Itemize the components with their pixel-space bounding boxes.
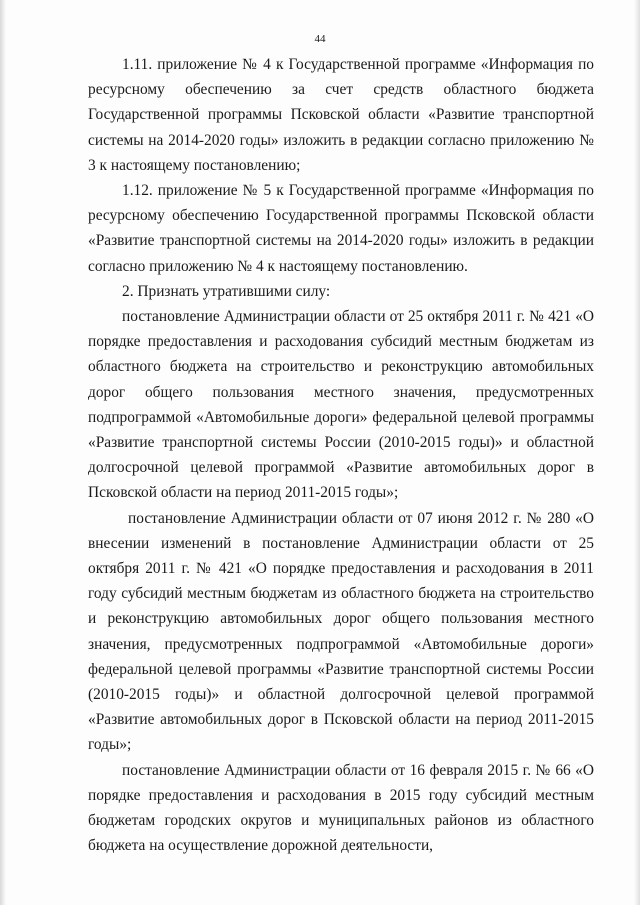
- paragraph-resolution-280: постановление Администрации области от 07 июня 2012 г. № 280 «О внесении изменений в постановление Администрации области от 25 октября 2011 г. № 421 «О порядке предоставления и расходования в 2011 году субсидий местным бюджетам из областного бюджета на строительство и реконструкцию автомобильных дорог общего пользования местного значения, предусмотренных подпрограммой «Автомобильные дороги» федеральной целевой программы «Развитие транспортной системы России (2010-2015 годы)» и областной долгосрочной целевой программой «Развитие автомобильных дорог в Псковской области на период 2011-2015 годы»;: [88, 509, 594, 754]
- document-body: [88, 52, 594, 859]
- paragraph-resolution-66: постановление Администрации области от 16 февраля 2015 г. № 66 «О порядке предоставления и расходования в 2015 году субсидий местным бюджетам городских округов и муниципальных районов из областного бюджета на осуществление дорожной деятельности,: [88, 761, 594, 855]
- paragraph-2: 2. Признать утратившими силу:: [122, 282, 331, 300]
- scan-edge-left: [0, 0, 6, 905]
- paragraph-resolution-421: постановление Администрации области от 25 октября 2011 г. № 421 «О порядке предоставления и расходования субсидий местным бюджетам из областного бюджета на строительство и реконструкцию автомобильных дорог общего пользования местного значения, предусмотренных подпрограммой «Автомобильные дороги» федеральной целевой программы «Развитие транспортной системы России (2010-2015 годы)» и областной долгосрочной целевой программой «Развитие автомобильных дорог в Псковской области на период 2011-2015 годы»;: [88, 308, 594, 502]
- paragraph-1-11: 1.11. приложение № 4 к Государственной программе «Информация по ресурсному обеспечению за счет средств областного бюджета Государственной программы Псковской области «Развитие транспортной системы на 2014-2020 годы» изложить в редакции согласно приложению № 3 к настоящему постановлению;: [88, 56, 594, 174]
- paragraph-1-12: 1.12. приложение № 5 к Государственной программе «Информация по ресурсному обеспечению Государственной программы Псковской области «Развитие транспортной системы на 2014-2020 годы» изложить в редакции согласно приложению № 4 к настоящему постановлению.: [88, 182, 594, 275]
- scan-edge-right: [634, 0, 640, 905]
- page-number: 44: [314, 33, 326, 45]
